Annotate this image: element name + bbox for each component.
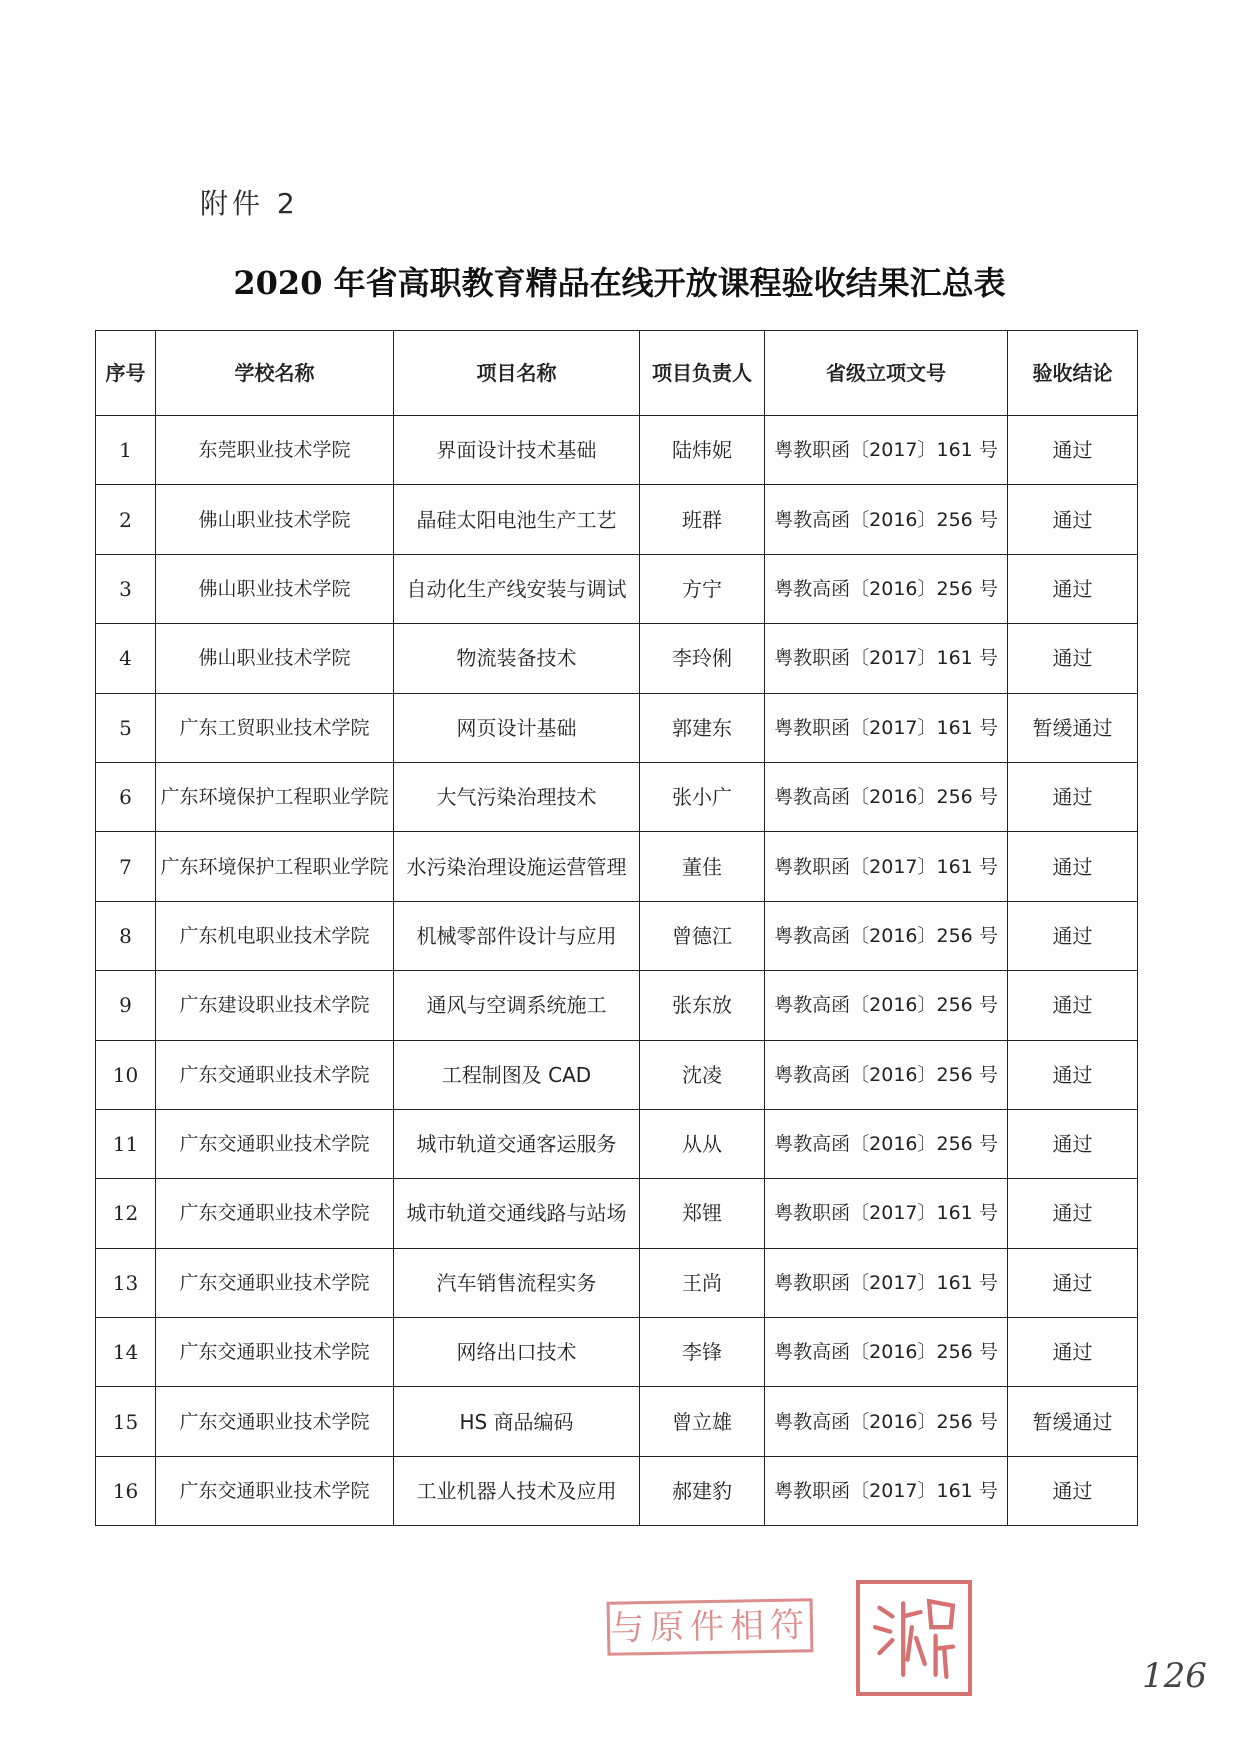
cell-school: 广东交通职业技术学院 xyxy=(156,1456,394,1525)
results-table-container xyxy=(95,330,1137,1526)
cell-project: 网页设计基础 xyxy=(394,693,640,762)
cell-project: 城市轨道交通客运服务 xyxy=(394,1109,640,1178)
cell-project: 自动化生产线安装与调试 xyxy=(394,554,640,623)
cell-school: 广东交通职业技术学院 xyxy=(156,1040,394,1109)
cell-doc-number: 粤教高函〔2016〕256 号 xyxy=(765,554,1008,623)
cell-leader: 郭建东 xyxy=(640,693,765,762)
cell-conclusion: 通过 xyxy=(1008,1179,1138,1248)
cell-leader: 曾德江 xyxy=(640,901,765,970)
cell-leader: 从从 xyxy=(640,1109,765,1178)
cell-leader: 王尚 xyxy=(640,1248,765,1317)
cell-leader: 李锋 xyxy=(640,1318,765,1387)
cell-index: 12 xyxy=(96,1179,156,1248)
cell-project: 界面设计技术基础 xyxy=(394,416,640,485)
header-conclusion: 验收结论 xyxy=(1008,331,1138,416)
table-row xyxy=(96,1456,1138,1525)
cell-conclusion: 通过 xyxy=(1008,1248,1138,1317)
cell-doc-number: 粤教高函〔2016〕256 号 xyxy=(765,1040,1008,1109)
cell-school: 广东交通职业技术学院 xyxy=(156,1109,394,1178)
cell-doc-number: 粤教职函〔2017〕161 号 xyxy=(765,624,1008,693)
cell-index: 4 xyxy=(96,624,156,693)
table-header-row xyxy=(96,331,1138,416)
header-leader: 项目负责人 xyxy=(640,331,765,416)
table-row xyxy=(96,1179,1138,1248)
cell-doc-number: 粤教高函〔2016〕256 号 xyxy=(765,485,1008,554)
cell-doc-number: 粤教高函〔2016〕256 号 xyxy=(765,901,1008,970)
cell-school: 佛山职业技术学院 xyxy=(156,554,394,623)
cell-project: 晶硅太阳电池生产工艺 xyxy=(394,485,640,554)
cell-leader: 李玲俐 xyxy=(640,624,765,693)
table-row xyxy=(96,554,1138,623)
document-title: 2020 年省高职教育精品在线开放课程验收结果汇总表 xyxy=(233,264,1006,302)
cell-index: 8 xyxy=(96,901,156,970)
cell-project: 汽车销售流程实务 xyxy=(394,1248,640,1317)
cell-leader: 张小广 xyxy=(640,762,765,831)
cell-conclusion: 通过 xyxy=(1008,832,1138,901)
seal-glyph-icon xyxy=(860,1584,968,1692)
table-row xyxy=(96,1387,1138,1456)
cell-project: HS 商品编码 xyxy=(394,1387,640,1456)
cell-conclusion: 通过 xyxy=(1008,1456,1138,1525)
page-number: 126 xyxy=(1142,1656,1207,1696)
cell-school: 广东建设职业技术学院 xyxy=(156,971,394,1040)
cell-index: 9 xyxy=(96,971,156,1040)
cell-conclusion: 通过 xyxy=(1008,416,1138,485)
cell-conclusion: 通过 xyxy=(1008,1318,1138,1387)
cell-conclusion: 通过 xyxy=(1008,554,1138,623)
cell-doc-number: 粤教职函〔2017〕161 号 xyxy=(765,1248,1008,1317)
cell-doc-number: 粤教职函〔2017〕161 号 xyxy=(765,693,1008,762)
cell-index: 11 xyxy=(96,1109,156,1178)
cell-index: 14 xyxy=(96,1318,156,1387)
cell-school: 广东机电职业技术学院 xyxy=(156,901,394,970)
cell-leader: 张东放 xyxy=(640,971,765,1040)
cell-doc-number: 粤教职函〔2017〕161 号 xyxy=(765,1456,1008,1525)
cell-index: 2 xyxy=(96,485,156,554)
cell-school: 广东交通职业技术学院 xyxy=(156,1179,394,1248)
cell-conclusion: 通过 xyxy=(1008,762,1138,831)
cell-conclusion: 通过 xyxy=(1008,1040,1138,1109)
header-index: 序号 xyxy=(96,331,156,416)
cell-doc-number: 粤教高函〔2016〕256 号 xyxy=(765,1109,1008,1178)
header-doc-number: 省级立项文号 xyxy=(765,331,1008,416)
cell-index: 13 xyxy=(96,1248,156,1317)
table-row xyxy=(96,762,1138,831)
cell-project: 物流装备技术 xyxy=(394,624,640,693)
cell-project: 机械零部件设计与应用 xyxy=(394,901,640,970)
cell-index: 16 xyxy=(96,1456,156,1525)
official-seal xyxy=(856,1580,972,1696)
cell-conclusion: 通过 xyxy=(1008,485,1138,554)
cell-doc-number: 粤教职函〔2017〕161 号 xyxy=(765,832,1008,901)
header-project: 项目名称 xyxy=(394,331,640,416)
cell-project: 通风与空调系统施工 xyxy=(394,971,640,1040)
cell-conclusion: 通过 xyxy=(1008,901,1138,970)
cell-conclusion: 暂缓通过 xyxy=(1008,1387,1138,1456)
cell-project: 网络出口技术 xyxy=(394,1318,640,1387)
table-row xyxy=(96,832,1138,901)
cell-doc-number: 粤教高函〔2016〕256 号 xyxy=(765,1387,1008,1456)
cell-index: 5 xyxy=(96,693,156,762)
cell-leader: 郑锂 xyxy=(640,1179,765,1248)
cell-school: 广东环境保护工程职业学院 xyxy=(156,832,394,901)
cell-leader: 陆炜妮 xyxy=(640,416,765,485)
table-row xyxy=(96,971,1138,1040)
cell-school: 佛山职业技术学院 xyxy=(156,485,394,554)
cell-leader: 沈凌 xyxy=(640,1040,765,1109)
table-row xyxy=(96,1318,1138,1387)
table-row xyxy=(96,1109,1138,1178)
cell-project: 工程制图及 CAD xyxy=(394,1040,640,1109)
table-row xyxy=(96,901,1138,970)
cell-school: 广东工贸职业技术学院 xyxy=(156,693,394,762)
table-row xyxy=(96,693,1138,762)
cell-project: 大气污染治理技术 xyxy=(394,762,640,831)
cell-doc-number: 粤教职函〔2017〕161 号 xyxy=(765,1179,1008,1248)
cell-leader: 曾立雄 xyxy=(640,1387,765,1456)
cell-conclusion: 通过 xyxy=(1008,971,1138,1040)
attachment-label: 附件 2 xyxy=(200,187,299,220)
cell-project: 城市轨道交通线路与站场 xyxy=(394,1179,640,1248)
cell-index: 10 xyxy=(96,1040,156,1109)
cell-doc-number: 粤教高函〔2016〕256 号 xyxy=(765,762,1008,831)
cell-index: 6 xyxy=(96,762,156,831)
table-row xyxy=(96,485,1138,554)
table-row xyxy=(96,624,1138,693)
cell-index: 3 xyxy=(96,554,156,623)
cell-doc-number: 粤教高函〔2016〕256 号 xyxy=(765,1318,1008,1387)
cell-school: 佛山职业技术学院 xyxy=(156,624,394,693)
cell-leader: 方宁 xyxy=(640,554,765,623)
table-row xyxy=(96,1248,1138,1317)
cell-doc-number: 粤教职函〔2017〕161 号 xyxy=(765,416,1008,485)
cell-conclusion: 通过 xyxy=(1008,624,1138,693)
header-school: 学校名称 xyxy=(156,331,394,416)
table-body xyxy=(96,416,1138,1526)
cell-conclusion: 暂缓通过 xyxy=(1008,693,1138,762)
cell-project: 工业机器人技术及应用 xyxy=(394,1456,640,1525)
cell-conclusion: 通过 xyxy=(1008,1109,1138,1178)
copy-stamp: 与原件相符 xyxy=(607,1598,814,1656)
cell-leader: 郝建豹 xyxy=(640,1456,765,1525)
table-row xyxy=(96,1040,1138,1109)
cell-school: 广东交通职业技术学院 xyxy=(156,1318,394,1387)
cell-leader: 董佳 xyxy=(640,832,765,901)
cell-school: 广东交通职业技术学院 xyxy=(156,1387,394,1456)
table-row xyxy=(96,416,1138,485)
cell-doc-number: 粤教高函〔2016〕256 号 xyxy=(765,971,1008,1040)
cell-project: 水污染治理设施运营管理 xyxy=(394,832,640,901)
cell-index: 15 xyxy=(96,1387,156,1456)
cell-index: 1 xyxy=(96,416,156,485)
cell-index: 7 xyxy=(96,832,156,901)
cell-school: 广东环境保护工程职业学院 xyxy=(156,762,394,831)
cell-school: 东莞职业技术学院 xyxy=(156,416,394,485)
results-table xyxy=(95,330,1138,1526)
cell-leader: 班群 xyxy=(640,485,765,554)
cell-school: 广东交通职业技术学院 xyxy=(156,1248,394,1317)
